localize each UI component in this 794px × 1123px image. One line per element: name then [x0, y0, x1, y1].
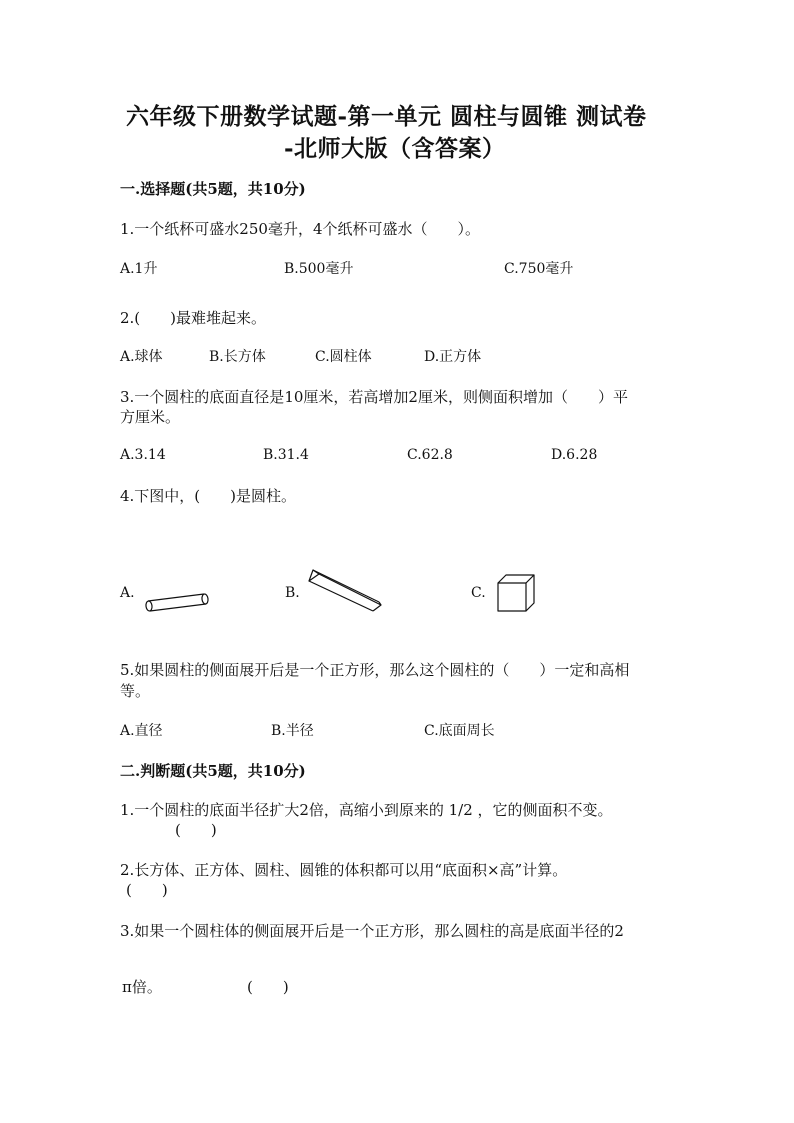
- cylinder-bottom-edge: [150, 604, 206, 611]
- q1-option-a[interactable]: A.1升: [120, 261, 158, 277]
- section-heading-judge: 二.判断题(共5题，共10分): [120, 762, 306, 780]
- cylinder-top-edge: [148, 594, 204, 601]
- cylinder-right-base: [201, 594, 208, 605]
- q3-option-c[interactable]: C.62.8: [407, 447, 453, 463]
- judge-question-3-text-line2: π倍。: [122, 978, 162, 996]
- judge-question-1-text: 1.一个圆柱的底面半径扩大2倍，高缩小到原来的 1/2 ，它的侧面积不变。: [120, 801, 613, 819]
- q1-option-c[interactable]: C.750毫升: [504, 261, 574, 277]
- cylinder-figure: [140, 585, 216, 617]
- q2-option-b[interactable]: B.长方体: [209, 349, 266, 365]
- triangular-prism-figure: [303, 565, 385, 615]
- q5-option-a[interactable]: A.直径: [120, 723, 163, 739]
- question-2-text: 2.( )最难堆起来。: [120, 309, 267, 327]
- page-title-line1: 六年级下册数学试题-第一单元 圆柱与圆锥 测试卷: [126, 103, 647, 130]
- q5-option-c[interactable]: C.底面周长: [424, 723, 495, 739]
- cylinder-left-base: [145, 601, 152, 612]
- q2-option-c[interactable]: C.圆柱体: [315, 349, 372, 365]
- prism-top-edge: [313, 570, 379, 602]
- question-4-text: 4.下图中，( )是圆柱。: [120, 487, 297, 505]
- judge-q3-answer-bracket[interactable]: ( ): [247, 978, 289, 996]
- judge-question-2-text: 2.长方体、正方体、圆柱、圆锥的体积都可以用“底面积×高”计算。: [120, 861, 568, 879]
- cube-figure: [494, 573, 538, 613]
- cube-top-face: [498, 575, 534, 583]
- q3-option-a[interactable]: A.3.14: [120, 447, 166, 463]
- q2-option-a[interactable]: A.球体: [120, 349, 163, 365]
- q1-option-b[interactable]: B.500毫升: [284, 261, 354, 277]
- q4-option-b[interactable]: B.: [285, 585, 300, 601]
- q4-option-a[interactable]: A.: [120, 585, 135, 601]
- cube-side-face: [526, 575, 534, 611]
- cube-front-face: [498, 583, 526, 611]
- judge-question-3-text-line1: 3.如果一个圆柱体的侧面展开后是一个正方形，那么圆柱的高是底面半径的2: [120, 922, 624, 940]
- question-1-text: 1.一个纸杯可盛水250毫升，4个纸杯可盛水（ ）。: [120, 220, 480, 238]
- question-5-text-line2: 等。: [120, 682, 151, 700]
- judge-q2-answer-bracket[interactable]: ( ): [126, 881, 168, 899]
- q3-option-d[interactable]: D.6.28: [551, 447, 598, 463]
- q4-option-c[interactable]: C.: [471, 585, 486, 601]
- question-5-text-line1: 5.如果圆柱的侧面展开后是一个正方形，那么这个圆柱的（ ）一定和高相: [120, 661, 630, 679]
- section-heading-choice: 一.选择题(共5题，共10分): [120, 180, 306, 198]
- q5-option-b[interactable]: B.半径: [271, 723, 314, 739]
- q3-option-b[interactable]: B.31.4: [263, 447, 309, 463]
- page-title-line2: -北师大版（含答案）: [284, 135, 506, 162]
- judge-q1-answer-bracket[interactable]: ( ): [175, 821, 217, 839]
- q2-option-d[interactable]: D.正方体: [424, 349, 482, 365]
- question-3-text-line2: 方厘米。: [120, 408, 181, 426]
- question-3-text-line1: 3.一个圆柱的底面直径是10厘米，若高增加2厘米，则侧面积增加（ ）平: [120, 388, 628, 406]
